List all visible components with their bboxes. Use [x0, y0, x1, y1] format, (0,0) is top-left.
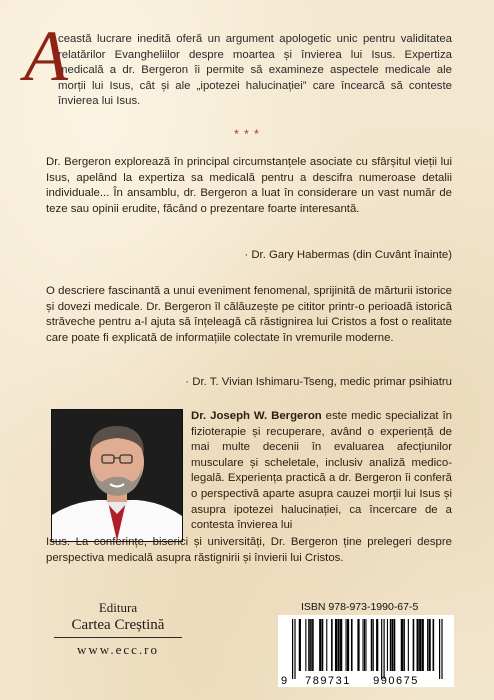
- barcode-bar: [401, 619, 403, 671]
- barcode-bar: [340, 619, 342, 671]
- barcode-digits-right: 990675: [373, 675, 419, 687]
- author-portrait-illustration: [52, 410, 182, 541]
- barcode-bar: [413, 619, 415, 671]
- author-name: Dr. Joseph W. Bergeron: [191, 410, 322, 422]
- barcode-bar: [299, 619, 301, 671]
- barcode-bar: [376, 619, 378, 671]
- author-bio: [191, 409, 452, 534]
- isbn-barcode: [278, 615, 454, 687]
- publisher-label: Editura: [98, 600, 138, 615]
- barcode-bar: [439, 619, 440, 679]
- author-photo: [51, 409, 183, 542]
- barcode-bar: [326, 619, 327, 671]
- barcode-bar: [427, 619, 428, 671]
- barcode-bar: [408, 619, 409, 671]
- barcode-bar: [429, 619, 431, 671]
- isbn-label: ISBN 978-973-1990-67-5: [301, 601, 419, 613]
- barcode-bar: [371, 619, 373, 671]
- barcode-bar: [351, 619, 353, 671]
- barcode-bar: [403, 619, 405, 671]
- intro-paragraph: [24, 16, 452, 110]
- author-bio-continued: Isus. La conferințe, biserici și universități, Dr. Bergeron ține prelegeri despre perspectiva medicală asupra răstignirii și învierii lui Cristos.: [46, 536, 452, 564]
- barcode-bar: [419, 619, 421, 671]
- barcode-bar: [365, 619, 366, 671]
- barcode-bar: [387, 619, 388, 671]
- barcode-bar: [335, 619, 337, 671]
- barcode-bar: [310, 619, 312, 671]
- barcode-bar: [422, 619, 424, 671]
- barcode-bar: [433, 619, 435, 671]
- barcode-bar: [357, 619, 359, 671]
- drop-cap: A: [24, 16, 68, 96]
- barcode-bar: [363, 619, 364, 671]
- barcode-bar: [294, 619, 295, 679]
- barcode-bar: [319, 619, 321, 671]
- barcode-bar: [331, 619, 333, 671]
- section-separator: * * *: [234, 127, 260, 141]
- barcode-bar: [394, 619, 396, 671]
- quote-habermas: Dr. Bergeron explorează în principal circumstanțele asociate cu sfârșitul vieții lui Isus, apelând la expertiza sa medicală pentru a descifra numeroase detalii individuale... În ansamblu, dr. Bergeron a luat în considerare un vast număr de teze sau opinii erudite, făcând o prezentare foarte interesantă.: [46, 156, 452, 215]
- barcode-bar: [364, 619, 365, 671]
- barcode-bar: [384, 619, 385, 679]
- publisher-logo: [54, 600, 182, 658]
- barcode-bar: [347, 619, 349, 671]
- barcode-bar: [346, 619, 347, 671]
- barcode-bar: [373, 619, 374, 671]
- barcode-digits-left: 789731: [305, 675, 351, 687]
- publisher-divider: [54, 637, 182, 638]
- barcode-bar: [441, 619, 442, 679]
- barcode-bar: [312, 619, 314, 671]
- barcode-bar: [390, 619, 392, 671]
- publisher-website: www.ecc.ro: [77, 642, 159, 657]
- publisher-name: Cartea Creștină: [71, 617, 165, 633]
- barcode-bar: [305, 619, 306, 671]
- barcode-bar: [338, 619, 340, 671]
- barcode-bar: [308, 619, 310, 671]
- author-bio-text: este medic specializat în fizioterapie și recuperare, având o experiență de mai multe decenii în evaluarea afecțiunilor musculare și scheletale, inclusiv analiză medico-legală. Experiența practică a dr. Bergeron îi conferă o perspectivă aparte asupra cauzei morții lui Isus și asupra ipotezei halucinației, ca încercare de a contesta învierea lui: [191, 410, 452, 532]
- barcode-bar: [381, 619, 382, 679]
- barcode-graphic: [278, 615, 454, 687]
- barcode-bar: [322, 619, 324, 671]
- quote-attribution-habermas: · Dr. Gary Habermas (din Cuvânt înainte): [244, 249, 452, 261]
- barcode-bar: [392, 619, 394, 671]
- barcode-bar: [292, 619, 293, 679]
- intro-text: ceastă lucrare inedită oferă un argument apologetic unic pentru validitatea relatărilor Evangheliilor despre moartea și învierea lui Isus. Expertiza medicală a dr. Bergeron îi permite să examineze aspectele medicale ale morții lui Isus, cât și ale „ipotezei halucinației” care încearcă să conteste învierea lui Isus.: [58, 33, 452, 108]
- barcode-bar: [417, 619, 419, 671]
- quote-attribution-ishimaru-tseng: · Dr. T. Vivian Ishimaru-Tseng, medic primar psihiatru: [185, 376, 452, 388]
- barcode-digits-first: 9: [281, 675, 288, 687]
- quote-ishimaru-tseng: O descriere fascinantă a unui eveniment fenomenal, sprijinită de mărturii istorice și dovezi medicale. Dr. Bergeron îl călăuzește pe cititor printr-o perioadă istorică străveche pentru a-l ajuta să înțeleagă că răstignirea lui Cristos a fost o realitate care poate fi explicată de informațiile colectate în vremurile moderne.: [46, 285, 452, 344]
